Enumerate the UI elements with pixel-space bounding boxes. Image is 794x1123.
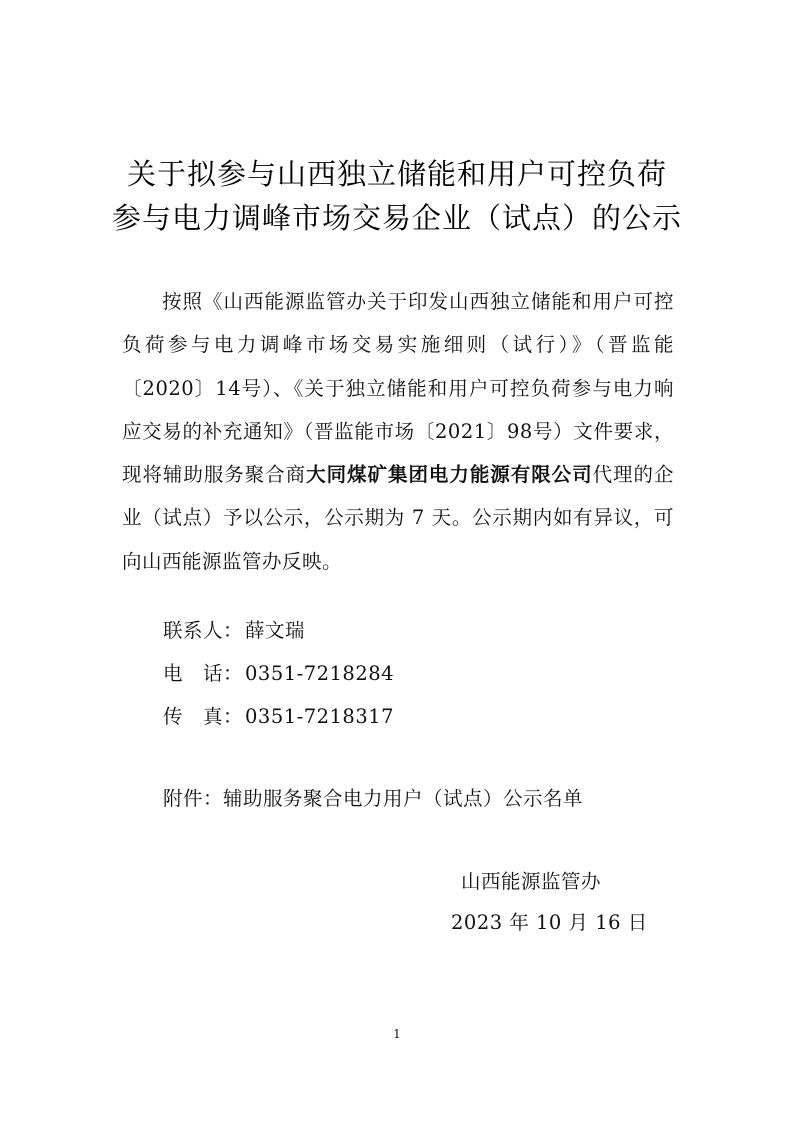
issue-date: 2023 年 10 月 16 日 xyxy=(451,911,648,934)
contact-person-value: 薛文瑞 xyxy=(245,619,306,642)
document-title-line-1: 关于拟参与山西独立储能和用户可控负荷 xyxy=(126,157,667,191)
fax-label: 传 真： xyxy=(163,705,244,728)
phone-value: 0351-7218284 xyxy=(245,662,395,685)
body-paragraph xyxy=(122,280,674,583)
contact-person-label: 联系人： xyxy=(163,619,244,642)
page-number: 1 xyxy=(393,1027,401,1041)
phone-label: 电 话： xyxy=(163,662,244,685)
company-name: 大同煤矿集团电力能源有限公司 xyxy=(306,463,593,487)
phone-row xyxy=(163,659,394,689)
attachment-note: 附件：辅助服务聚合电力用户（试点）公示名单 xyxy=(163,787,584,810)
fax-value: 0351-7218317 xyxy=(245,705,395,728)
document-title-line-2: 参与电力调峰市场交易企业（试点）的公示 xyxy=(111,201,682,235)
issuing-organization: 山西能源监管办 xyxy=(461,870,602,893)
contact-person-row xyxy=(163,616,305,646)
fax-row xyxy=(163,702,394,732)
body-text-part-1: 按照《山西能源监管办关于印发山西独立储能和用户可控负荷参与电力调峰市场交易实施细则（试行）》（晋监能〔2020〕14号）、《关于独立储能和用户可控负荷参与电力响应交易的补充通知》（晋监能市场〔2021〕98号）文件要求，现将辅助服务聚合商 xyxy=(122,290,674,487)
body-text-part-2: 代理的企业（试点）予以公示，公示期为 7 天。公示期内如有异议，可向山西能源监管办反映。 xyxy=(122,463,674,573)
